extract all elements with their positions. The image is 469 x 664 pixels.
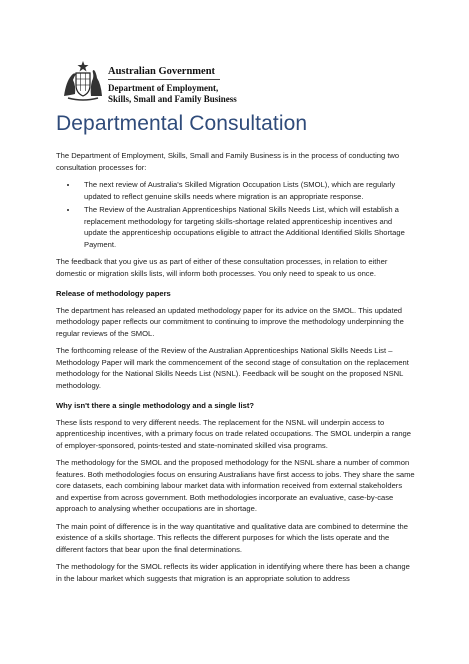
- paragraph: The main point of difference is in the way quantitative and qualitative data are combined to determine the existence of a skills shortage. This reflects the different purposes for which the lists operate and the different factors that bear upon the final determinations.: [56, 521, 408, 554]
- feedback-paragraph: The feedback that you give us as part of either of these consultation processes, in relation to either domestic or migration skills lists, will inform both processes. You only need to speak to us once.: [56, 257, 388, 278]
- page-title: Departmental Consultation: [56, 112, 308, 135]
- paragraph: These lists respond to very different needs. The replacement for the NSNL will underpin access to apprenticeship incentives, with a primary focus on trade related occupations. The SMOL underpin a range of employer-sponsored, points-tested and state-nominated skilled visa programs.: [56, 417, 411, 450]
- department-name-line-1: Department of Employment,: [108, 83, 219, 93]
- coat-of-arms-logo: [60, 58, 106, 104]
- intro-paragraph: The Department of Employment, Skills, Small and Family Business is in the process of conducting two consultation processes for:: [56, 151, 400, 172]
- section-heading-methodology-papers: Release of methodology papers: [56, 289, 171, 298]
- paragraph: The methodology for the SMOL and the proposed methodology for the NSNL share a number of common features. Both methodologies focus on ensuring Australians have first access to jobs. They share the same core datasets, each combining labour market data with information received from external stakeholders and expertise from across government. Both methodologies incorporate an evaluative, case-by-case approach to analysing whether occupations are in shortage.: [56, 458, 415, 513]
- department-name-line-2: Skills, Small and Family Business: [108, 94, 237, 104]
- list-item: • The next review of Australia's Skilled Migration Occupation Lists (SMOL), which are regularly updated to reflect genuine skills needs where migration is an appropriate response.: [78, 179, 416, 202]
- list-item: • The Review of the Australian Apprenticeships National Skills Needs List, which will establish a replacement methodology for targeting skills-shortage related apprenticeship incentives and update the apprenticeship occupations eligible to attract the Additional Identified Skills Shortage Payment.: [78, 204, 416, 250]
- paragraph: The forthcoming release of the Review of the Australian Apprenticeships National Skills Needs List – Methodology Paper will mark the commencement of the second stage of consultation on the replacement methodology for the National Skills Needs List (NSNL). Feedback will be sought on the proposed NSNL methodology.: [56, 346, 409, 390]
- section-heading-single-methodology: Why isn't there a single methodology and a single list?: [56, 401, 255, 410]
- document-body: [56, 150, 416, 590]
- consultation-list: [56, 179, 416, 250]
- paragraph: The department has released an updated methodology paper for its advice on the SMOL. This updated methodology paper reflects our commitment to continuing to improve the methodology underpinning the regular reviews of the SMOL.: [56, 305, 404, 338]
- government-name: Australian Government: [108, 66, 216, 77]
- header-divider: [108, 79, 220, 80]
- paragraph: The methodology for the SMOL reflects its wider application in identifying where there has been a change in the labour market which suggests that migration is an appropriate solution to address: [56, 562, 410, 583]
- government-header: [108, 66, 237, 105]
